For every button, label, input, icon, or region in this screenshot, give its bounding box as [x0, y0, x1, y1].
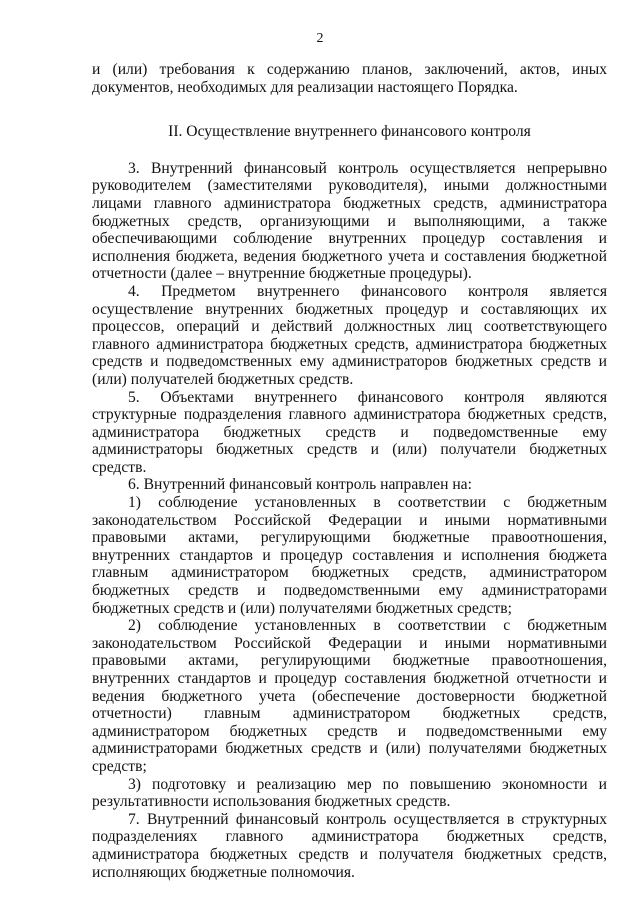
paragraph-3: 3. Внутренний финансовый контроль осуществляется непрерывно руководителем (заместителями руководителя), иными должностными лицами главного администратора бюджетных средств, администратора бюджетных средств, организующими и выполняющими, а также обеспечивающими соблюдение внутренних процедур составления и исполнения бюджета, ведения бюджетного учета и составления бюджетной отчетности (далее – внутренние бюджетные процедуры). [92, 159, 607, 283]
paragraph-6: 6. Внутренний финансовый контроль направлен на: [128, 476, 472, 494]
list-item-3: 3) подготовку и реализацию мер по повышению экономности и результативности использования бюджетных средств. [92, 775, 607, 811]
list-item-1: 1) соблюдение установленных в соответствии с бюджетным законодательством Российской Федерации и иными нормативными правовыми актами, регулирующими бюджетные правоотношения, внутренних стандартов и процедур составления и исполнения бюджета главным администратором бюджетных средств, администратором бюджетных средств и подведомственными ему администраторами бюджетных средств и (или) получателями бюджетных средств; [92, 494, 607, 617]
list-item-2: 2) соблюдение установленных в соответствии с бюджетным законодательством Российской Федерации и иными нормативными правовыми актами, регулирующими бюджетные правоотношения, внутренних стандартов и процедур составления бюджетной отчетности и ведения бюджетного учета (обеспечение достоверности бюджетной отчетности) главным администратором бюджетных средств, администратором бюджетных средств и подведомственными ему администраторами бюджетных средств и (или) получателями бюджетных средств; [92, 617, 607, 775]
paragraph-7: 7. Внутренний финансовый контроль осуществляется в структурных подразделениях главного администратора бюджетных средств, администратора бюджетных средств и получателя бюджетных средств, исполняющих бюджетные полномочия. [92, 810, 607, 881]
page-number: 2 [316, 31, 324, 46]
paragraph-4: 4. Предметом внутреннего финансового контроля является осуществление внутренних бюджетных процедур и составляющих их процессов, операций и действий должностных лиц соответствующего главного администратора бюджетных средств, администратора бюджетных средств и подведомственных ему администраторов бюджетных средств и (или) получателей бюджетных средств. [92, 282, 607, 388]
intro-paragraph: и (или) требования к содержанию планов, заключений, актов, иных документов, необходимых для реализации настоящего Порядка. [92, 61, 607, 96]
document-body [92, 61, 607, 881]
section-title: II. Осуществление внутреннего финансового контроля [168, 123, 531, 141]
paragraph-5: 5. Объектами внутреннего финансового контроля являются структурные подразделения главного администратора бюджетных средств, администратора бюджетных средств и подведомственные ему администраторы бюджетных средств и (или) получатели бюджетных средств. [92, 388, 607, 476]
